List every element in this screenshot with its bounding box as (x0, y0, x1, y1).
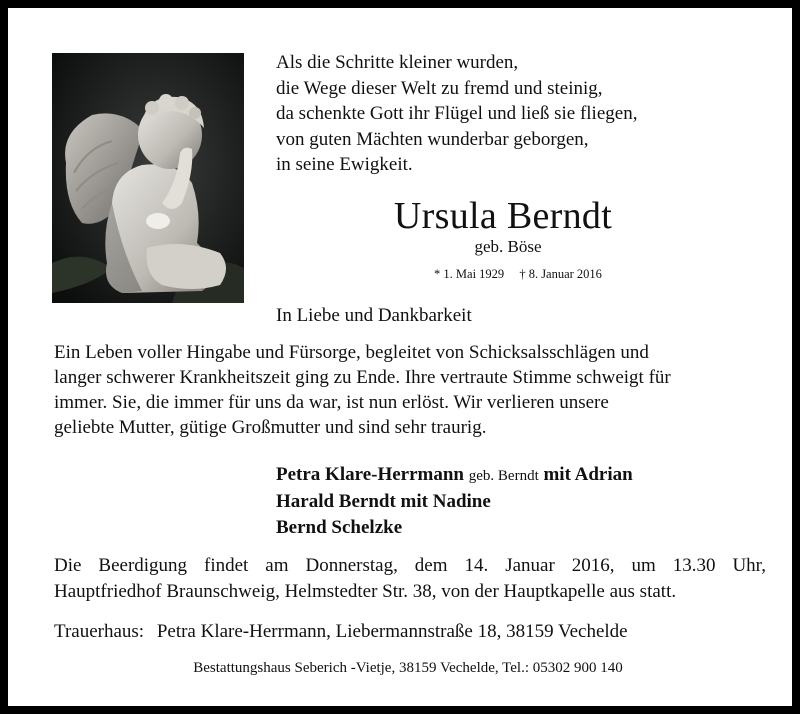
death-date: † 8. Januar 2016 (519, 267, 602, 281)
angel-statue-image (52, 53, 244, 303)
tribute-line: geliebte Mutter, gütige Großmutter und sind sehr traurig. (54, 417, 487, 438)
mourner-companion: mit Adrian (543, 464, 633, 485)
tribute-line: langer schwerer Krankheitszeit ging zu Ende. Ihre vertraute Stimme schweigt für (54, 367, 671, 388)
funeral-line: Hauptfriedhof Braunschweig, Helmstedter Str. 38, von der Hauptkapelle aus statt. (54, 581, 677, 602)
mourner-entry (276, 462, 633, 489)
birth-date: * 1. Mai 1929 (434, 267, 505, 281)
mourners-list (276, 462, 633, 541)
tribute-line: immer. Sie, die immer für uns da war, ist nun erlöst. Wir verlieren unsere (54, 392, 609, 413)
mourner-maiden-note: geb. Berndt (468, 468, 539, 484)
maiden-name: geb. Böse (474, 237, 542, 256)
mourning-house-label: Trauerhaus: (54, 621, 145, 642)
mourning-house (54, 621, 628, 643)
tribute-text (54, 340, 766, 440)
poem (276, 50, 637, 178)
funeral-notice (54, 553, 766, 605)
poem-line: die Wege dieser Welt zu fremd und steinig, (276, 77, 603, 99)
life-dates (8, 267, 800, 282)
mourning-house-address: Petra Klare-Herrmann, Liebermannstraße 18, 38159 Vechelde (156, 621, 628, 642)
funeral-home-contact: Bestattungshaus Seberich -Vietje, 38159 Vechelde, Tel.: 05302 900 140 (193, 660, 623, 676)
mourner-name: Petra Klare-Herrmann (276, 464, 464, 485)
poem-line: Als die Schritte kleiner wurden, (276, 52, 519, 73)
poem-line: da schenkte Gott ihr Flügel und ließ sie fliegen, (276, 103, 638, 124)
funeral-line: Die Beerdigung findet am Donnerstag, dem 14. Januar 2016, um 13.30 Uhr, (54, 555, 766, 576)
tribute-line: Ein Leben voller Hingabe und Fürsorge, begleitet von Schicksalsschlägen und (54, 342, 649, 363)
deceased-name: Ursula Berndt (393, 195, 613, 237)
angel-statue-illustration (52, 53, 244, 303)
poem-line: in seine Ewigkeit. (276, 154, 413, 175)
mourner-entry: Harald Berndt mit Nadine (276, 491, 491, 512)
poem-line: von guten Mächten wunderbar geborgen, (276, 128, 589, 150)
thanks-line: In Liebe und Dankbarkeit (276, 305, 472, 326)
mourner-entry: Bernd Schelzke (276, 517, 403, 538)
